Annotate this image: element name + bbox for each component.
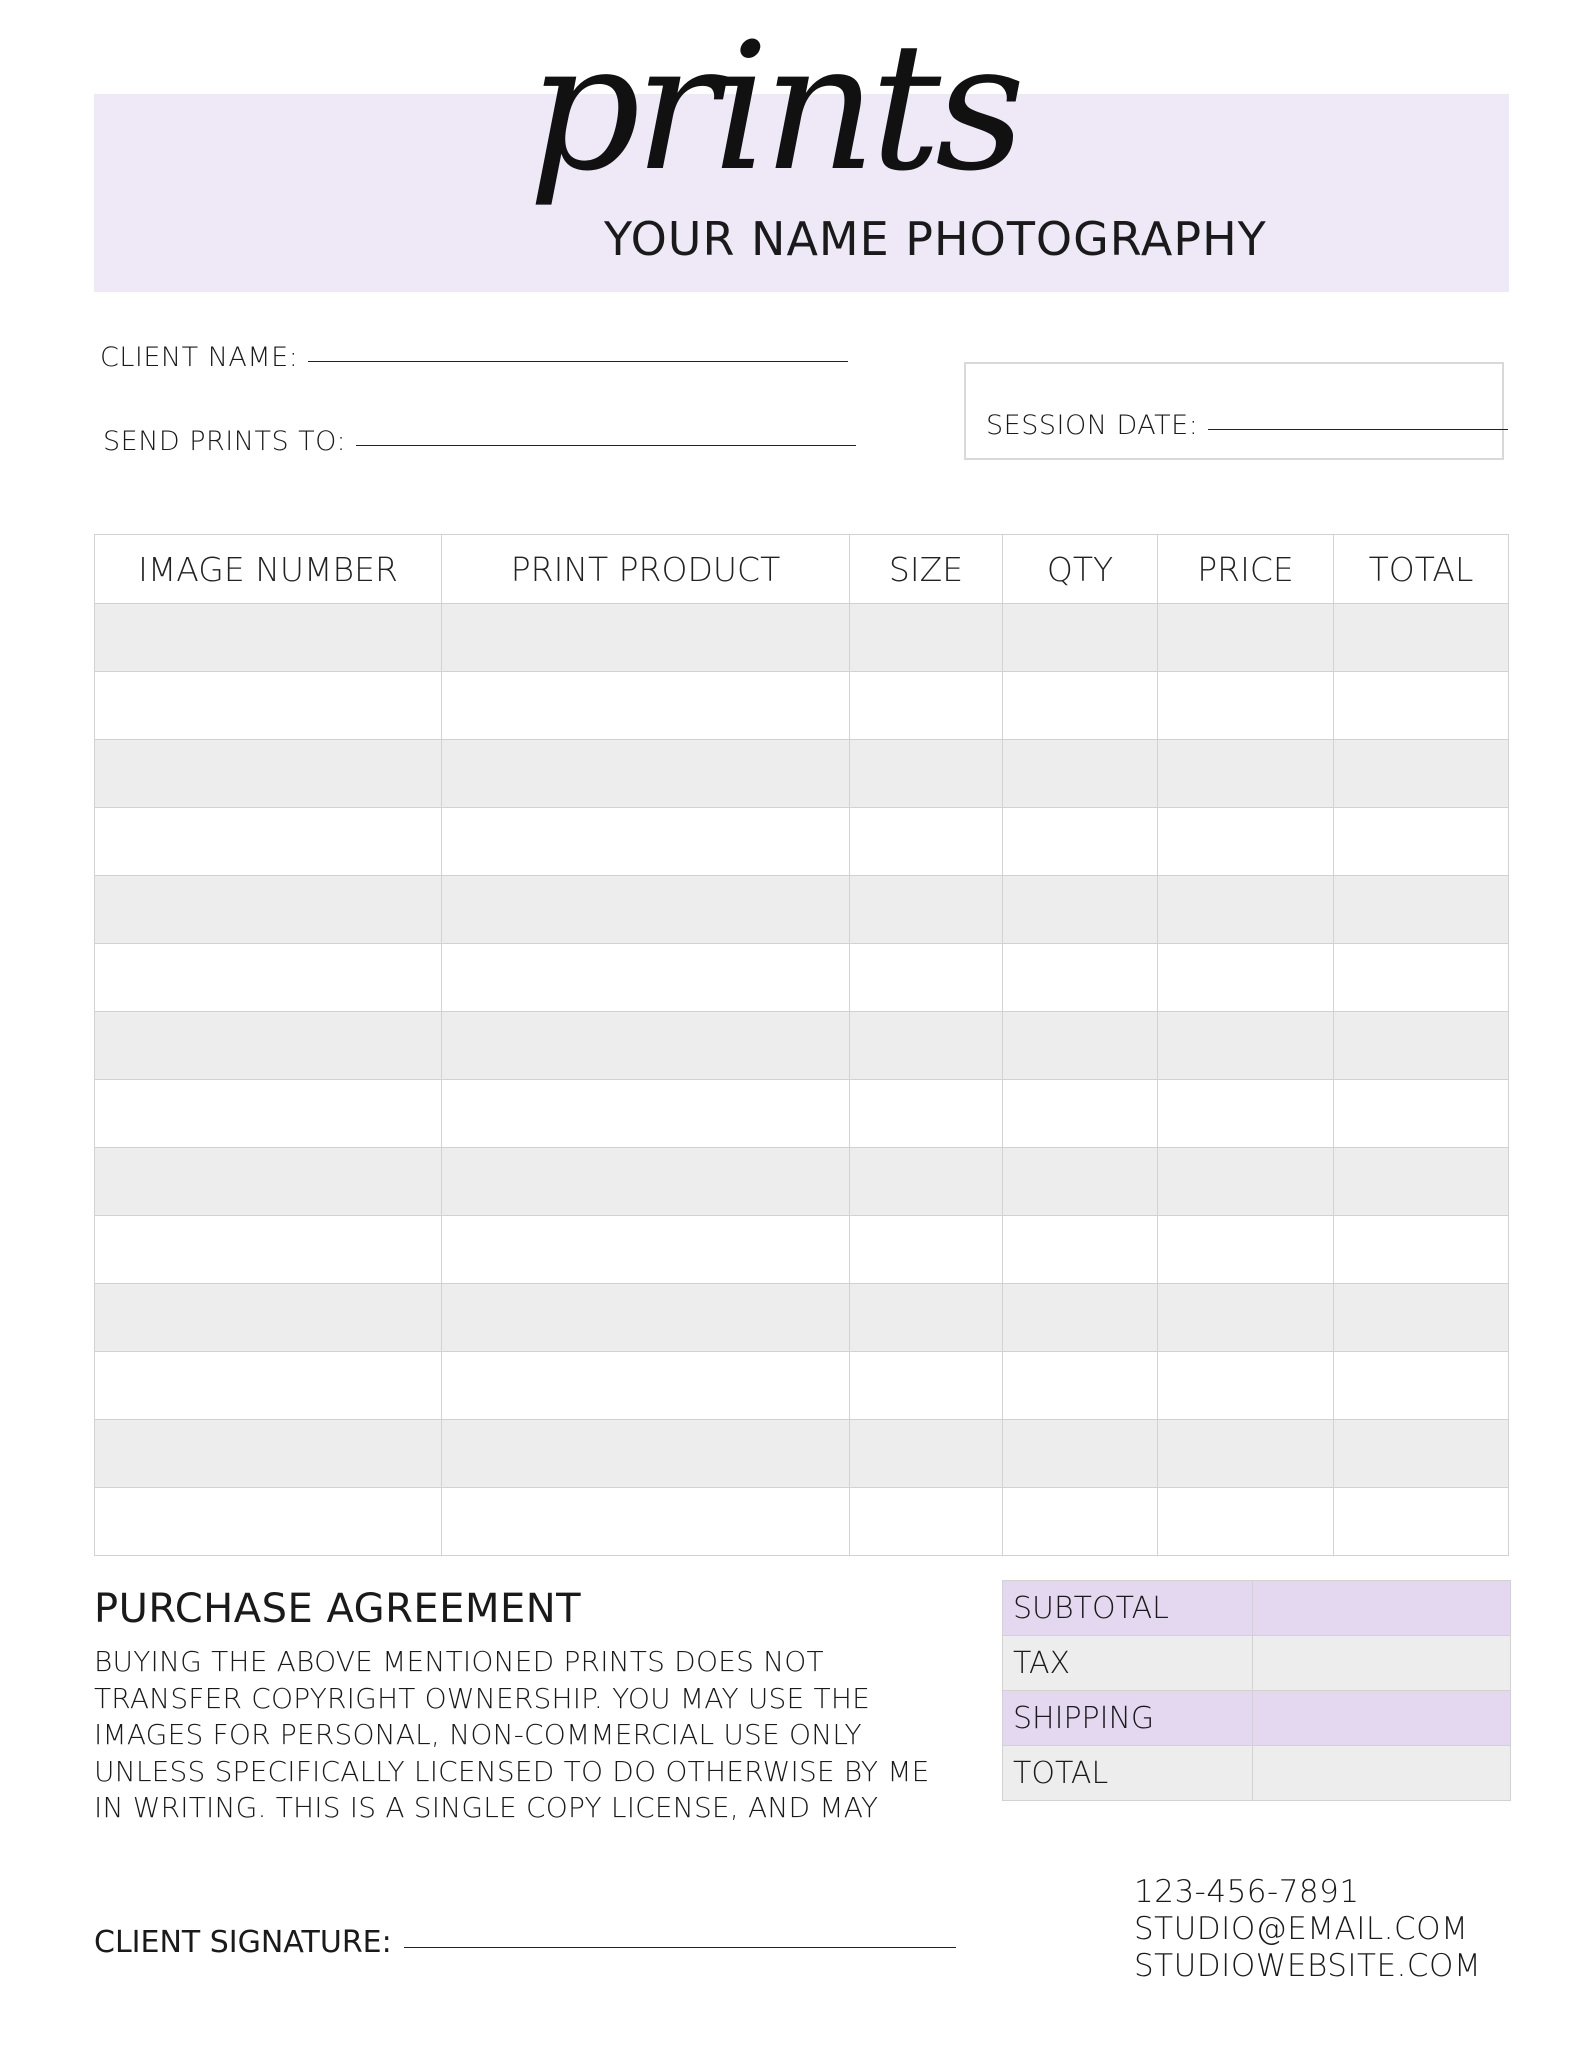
send-prints-to-field[interactable] (103, 426, 856, 457)
totals-table (1002, 1580, 1511, 1801)
agreement-line: BUYING THE ABOVE MENTIONED PRINTS DOES NOT (94, 1645, 824, 1678)
cell-print-product[interactable] (442, 1352, 850, 1420)
table-row (95, 1284, 1509, 1352)
client-signature-field[interactable] (94, 1925, 956, 1960)
cell-qty[interactable] (1003, 1012, 1158, 1080)
table-row (95, 1352, 1509, 1420)
cell-total[interactable] (1334, 1148, 1509, 1216)
cell-qty[interactable] (1003, 876, 1158, 944)
cell-size[interactable] (850, 1284, 1003, 1352)
cell-price[interactable] (1158, 1488, 1334, 1556)
table-row (95, 604, 1509, 672)
grand-total-row (1003, 1746, 1511, 1801)
cell-print-product[interactable] (442, 1012, 850, 1080)
cell-total[interactable] (1334, 1012, 1509, 1080)
cell-size[interactable] (850, 672, 1003, 740)
cell-price[interactable] (1158, 808, 1334, 876)
cell-total[interactable] (1334, 1420, 1509, 1488)
table-row (95, 1148, 1509, 1216)
cell-size[interactable] (850, 1216, 1003, 1284)
subtotal-value-cell[interactable] (1253, 1581, 1511, 1636)
print-order-table (94, 534, 1509, 1556)
cell-total[interactable] (1334, 1488, 1509, 1556)
cell-print-product[interactable] (442, 876, 850, 944)
shipping-row (1003, 1691, 1511, 1746)
grand-total-label: TOTAL (1003, 1746, 1253, 1801)
subtotal-label: SUBTOTAL (1003, 1581, 1253, 1636)
cell-total[interactable] (1334, 944, 1509, 1012)
session-date-field[interactable] (986, 410, 1508, 441)
session-date-line[interactable] (1208, 428, 1508, 430)
cell-print-product[interactable] (442, 740, 850, 808)
cell-image-number[interactable] (95, 1352, 442, 1420)
purchase-agreement-text (94, 1644, 934, 1827)
table-row (95, 1216, 1509, 1284)
cell-image-number[interactable] (95, 1420, 442, 1488)
contact-email: STUDIO@EMAIL.COM (1134, 1911, 1469, 1947)
cell-qty[interactable] (1003, 1420, 1158, 1488)
cell-price[interactable] (1158, 1420, 1334, 1488)
send-prints-to-line[interactable] (356, 444, 856, 446)
table-row (95, 672, 1509, 740)
cell-image-number[interactable] (95, 808, 442, 876)
cell-print-product[interactable] (442, 1216, 850, 1284)
agreement-line: TRANSFER COPYRIGHT OWNERSHIP. YOU MAY USE THE (94, 1681, 870, 1715)
session-date-label: SESSION DATE: (986, 410, 1199, 441)
client-signature-line[interactable] (404, 1947, 956, 1948)
cell-image-number[interactable] (95, 1080, 442, 1148)
cell-image-number[interactable] (95, 876, 442, 944)
cell-print-product[interactable] (442, 1080, 850, 1148)
contact-phone: 123-456-7891 (1134, 1874, 1360, 1910)
cell-price[interactable] (1158, 672, 1334, 740)
table-row (95, 808, 1509, 876)
tax-row (1003, 1636, 1511, 1691)
client-name-line[interactable] (308, 360, 848, 362)
cell-total[interactable] (1334, 1080, 1509, 1148)
table-row (95, 1488, 1509, 1556)
cell-image-number[interactable] (95, 740, 442, 808)
client-name-field[interactable] (100, 342, 848, 373)
cell-image-number[interactable] (95, 604, 442, 672)
cell-price[interactable] (1158, 1080, 1334, 1148)
cell-qty[interactable] (1003, 944, 1158, 1012)
cell-qty[interactable] (1003, 1284, 1158, 1352)
cell-image-number[interactable] (95, 1284, 442, 1352)
cell-print-product[interactable] (442, 1488, 850, 1556)
contact-info (1134, 1874, 1481, 1985)
cell-qty[interactable] (1003, 740, 1158, 808)
column-header-size: SIZE (850, 535, 1003, 604)
table-row (95, 1420, 1509, 1488)
cell-size[interactable] (850, 1420, 1003, 1488)
table-row (95, 740, 1509, 808)
cell-print-product[interactable] (442, 604, 850, 672)
cell-total[interactable] (1334, 808, 1509, 876)
column-header-total: TOTAL (1334, 535, 1509, 604)
cell-qty[interactable] (1003, 672, 1158, 740)
cell-qty[interactable] (1003, 808, 1158, 876)
cell-image-number[interactable] (95, 1148, 442, 1216)
cell-qty[interactable] (1003, 1080, 1158, 1148)
cell-size[interactable] (850, 876, 1003, 944)
studio-name: YOUR NAME PHOTOGRAPHY (604, 212, 1267, 266)
cell-total[interactable] (1334, 672, 1509, 740)
cell-print-product[interactable] (442, 1284, 850, 1352)
cell-image-number[interactable] (95, 1012, 442, 1080)
cell-print-product[interactable] (442, 1420, 850, 1488)
send-prints-to-label: SEND PRINTS TO: (103, 426, 347, 457)
cell-qty[interactable] (1003, 1488, 1158, 1556)
table-row (95, 1080, 1509, 1148)
tax-value-cell[interactable] (1253, 1636, 1511, 1691)
cell-total[interactable] (1334, 1284, 1509, 1352)
tax-label: TAX (1003, 1636, 1253, 1691)
cell-price[interactable] (1158, 944, 1334, 1012)
agreement-line: UNLESS SPECIFICALLY LICENSED TO DO OTHERWISE BY ME (94, 1754, 930, 1788)
cell-size[interactable] (850, 808, 1003, 876)
client-name-label: CLIENT NAME: (100, 342, 299, 373)
cell-qty[interactable] (1003, 604, 1158, 672)
cell-price[interactable] (1158, 1352, 1334, 1420)
shipping-value-cell[interactable] (1253, 1691, 1511, 1746)
cell-price[interactable] (1158, 1284, 1334, 1352)
cell-size[interactable] (850, 1488, 1003, 1556)
cell-price[interactable] (1158, 1216, 1334, 1284)
cell-image-number[interactable] (95, 1488, 442, 1556)
cell-image-number[interactable] (95, 672, 442, 740)
cell-size[interactable] (850, 1148, 1003, 1216)
table-row (95, 944, 1509, 1012)
cell-total[interactable] (1334, 1352, 1509, 1420)
column-header-price: PRICE (1158, 535, 1334, 604)
subtotal-row (1003, 1581, 1511, 1636)
cell-price[interactable] (1158, 740, 1334, 808)
cell-image-number[interactable] (95, 1216, 442, 1284)
cell-size[interactable] (850, 740, 1003, 808)
cell-qty[interactable] (1003, 1352, 1158, 1420)
cell-print-product[interactable] (442, 808, 850, 876)
cell-price[interactable] (1158, 1148, 1334, 1216)
cell-price[interactable] (1158, 1012, 1334, 1080)
contact-website: STUDIOWEBSITE.COM (1134, 1948, 1482, 1984)
cell-total[interactable] (1334, 740, 1509, 808)
cell-print-product[interactable] (442, 1148, 850, 1216)
cell-print-product[interactable] (442, 944, 850, 1012)
shipping-label: SHIPPING (1003, 1691, 1253, 1746)
cell-size[interactable] (850, 1012, 1003, 1080)
client-signature-label: CLIENT SIGNATURE: (94, 1925, 392, 1960)
agreement-line: IN WRITING. THIS IS A SINGLE COPY LICENSE, AND MAY (94, 1791, 879, 1824)
table-header-row (95, 535, 1509, 604)
cell-price[interactable] (1158, 604, 1334, 672)
column-header-image-number: IMAGE NUMBER (95, 535, 442, 604)
cell-price[interactable] (1158, 876, 1334, 944)
cell-size[interactable] (850, 1080, 1003, 1148)
cell-size[interactable] (850, 604, 1003, 672)
cell-size[interactable] (850, 944, 1003, 1012)
cell-size[interactable] (850, 1352, 1003, 1420)
column-header-print-product: PRINT PRODUCT (442, 535, 850, 604)
table-row (95, 876, 1509, 944)
purchase-agreement-heading: PURCHASE AGREEMENT (94, 1586, 582, 1632)
column-header-qty: QTY (1003, 535, 1158, 604)
table-row (95, 1012, 1509, 1080)
cell-total[interactable] (1334, 876, 1509, 944)
cell-image-number[interactable] (95, 944, 442, 1012)
cell-print-product[interactable] (442, 672, 850, 740)
cell-total[interactable] (1334, 604, 1509, 672)
cell-qty[interactable] (1003, 1148, 1158, 1216)
agreement-line: IMAGES FOR PERSONAL, NON-COMMERCIAL USE ONLY (94, 1718, 862, 1751)
script-title-text: prints (528, 18, 1020, 210)
cell-total[interactable] (1334, 1216, 1509, 1284)
grand-total-value-cell[interactable] (1253, 1746, 1511, 1801)
cell-qty[interactable] (1003, 1216, 1158, 1284)
